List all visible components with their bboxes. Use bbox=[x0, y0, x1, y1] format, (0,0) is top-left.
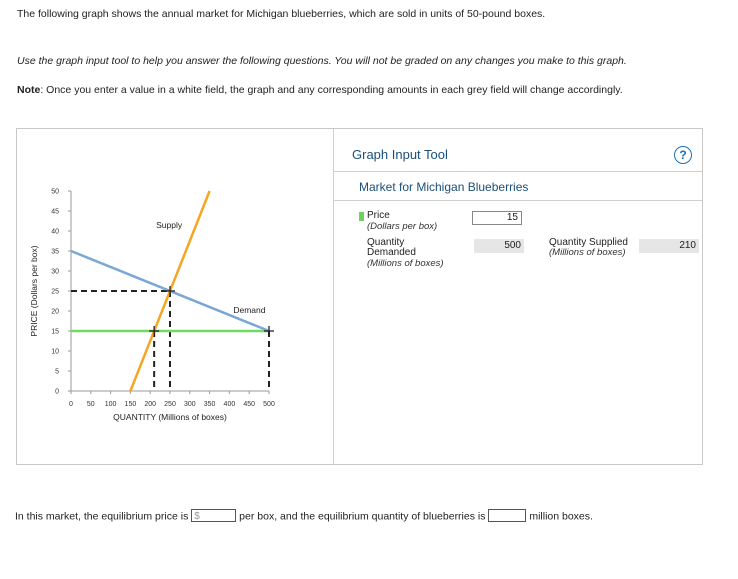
answer-text-1: In this market, the equilibrium price is bbox=[15, 510, 189, 523]
x-tick-label: 450 bbox=[243, 401, 256, 408]
y-tick-label: 20 bbox=[51, 308, 59, 316]
x-tick-label: 350 bbox=[203, 401, 216, 408]
instructions-text: Use the graph input tool to help you answer the following questions. You will not be graded on any changes you make to this graph. bbox=[17, 55, 627, 67]
price-label: Price bbox=[367, 210, 390, 221]
equilibrium-quantity-input[interactable] bbox=[488, 509, 526, 522]
y-tick-label: 40 bbox=[51, 228, 59, 236]
qd-label-2: Demanded bbox=[367, 247, 416, 258]
divider bbox=[334, 171, 702, 172]
qs-label: Quantity Supplied bbox=[549, 237, 628, 248]
y-tick-label: 35 bbox=[51, 248, 59, 256]
answer-text-2: per box, and the equilibrium quantity of blueberries is bbox=[239, 510, 486, 523]
divider bbox=[334, 200, 702, 201]
qd-label-1: Quantity bbox=[367, 237, 405, 248]
equilibrium-price-input[interactable] bbox=[191, 509, 236, 522]
graph-panel bbox=[16, 128, 703, 465]
x-tick-label: 200 bbox=[144, 401, 157, 408]
y-tick-label: 10 bbox=[51, 348, 59, 356]
answer-text-3: million boxes. bbox=[529, 510, 593, 523]
y-tick-label: 15 bbox=[51, 328, 59, 336]
x-tick-label: 500 bbox=[263, 401, 275, 408]
market-title: Market for Michigan Blueberries bbox=[359, 180, 529, 194]
note-text bbox=[17, 84, 623, 96]
y-tick-label: 30 bbox=[51, 268, 59, 276]
qd-unit: (Millions of boxes) bbox=[367, 258, 444, 269]
note-label: Note bbox=[17, 84, 41, 96]
quantity-supplied-value: 210 bbox=[639, 239, 699, 253]
price-input[interactable]: 15 bbox=[472, 211, 522, 225]
x-tick-label: 100 bbox=[104, 401, 117, 408]
y-tick-label: 0 bbox=[55, 388, 59, 396]
price-unit: (Dollars per box) bbox=[367, 221, 438, 232]
help-icon[interactable]: ? bbox=[674, 146, 692, 164]
graph-input-tool bbox=[333, 129, 702, 464]
x-tick-label: 0 bbox=[69, 401, 73, 408]
y-tick-label: 5 bbox=[55, 368, 59, 376]
x-tick-label: 250 bbox=[164, 401, 176, 408]
y-tick-label: 50 bbox=[51, 188, 59, 196]
x-axis-title: QUANTITY (Millions of boxes) bbox=[113, 412, 227, 422]
market-graph[interactable] bbox=[17, 129, 333, 464]
answer-line bbox=[15, 510, 593, 523]
x-tick-label: 150 bbox=[124, 401, 137, 408]
dollar-sign: $ bbox=[194, 511, 200, 522]
quantity-demanded-value: 500 bbox=[474, 239, 524, 253]
supply-label: Supply bbox=[156, 219, 183, 230]
x-tick-label: 400 bbox=[223, 401, 236, 408]
intro-text: The following graph shows the annual market for Michigan blueberries, which are sold in units of 50-pound boxes. bbox=[17, 8, 546, 20]
y-tick-label: 25 bbox=[51, 288, 59, 296]
price-legend-swatch bbox=[359, 212, 364, 221]
y-axis-title: PRICE (Dollars per box) bbox=[29, 245, 39, 337]
demand-label: Demand bbox=[233, 305, 266, 315]
x-tick-label: 50 bbox=[86, 401, 95, 408]
tool-title: Graph Input Tool bbox=[352, 147, 448, 162]
note-body: : Once you enter a value in a white field, the graph and any corresponding amounts in each grey field will change accordingly. bbox=[40, 84, 623, 96]
y-tick-label: 45 bbox=[51, 208, 59, 216]
x-tick-label: 300 bbox=[183, 401, 196, 408]
qs-unit: (Millions of boxes) bbox=[549, 247, 626, 258]
